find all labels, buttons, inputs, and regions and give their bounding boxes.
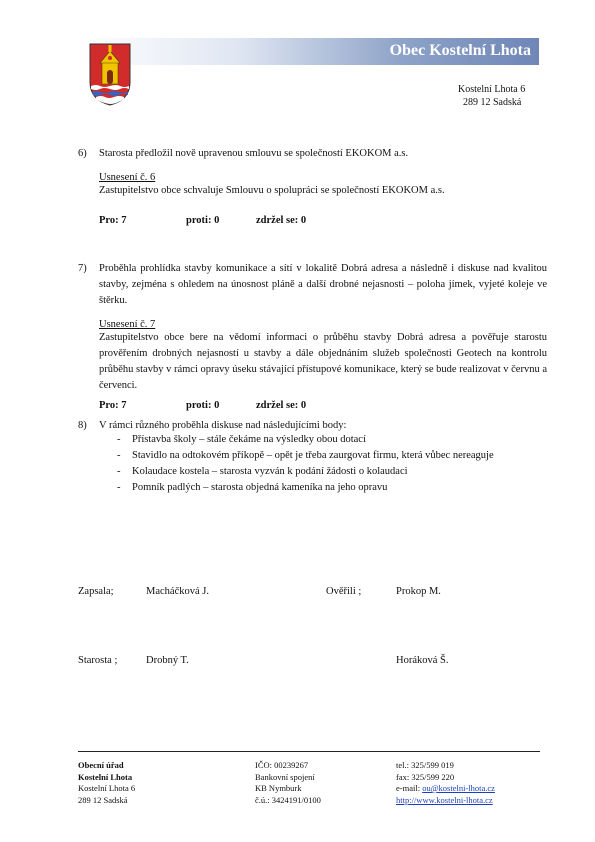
footer-contact-block xyxy=(396,760,495,806)
item-7-resolution-text: Zastupitelstvo obce bere na vědomí informaci o průběhu stavby Dobrá adresa a pověřuje starostu prověřením drobných nejasností u stavby a dále objednáním služeb společnosti Geotech na kontrolu průběhu stavby v rámci opravy úseku stávající přístupové komunikace, který se bude realizovat v červnu a červenci. xyxy=(99,332,547,391)
item-7-vote-pro: Pro: 7 xyxy=(99,400,127,411)
overili-label: Ověřili ; xyxy=(326,586,362,597)
footer-web-row xyxy=(396,795,495,807)
list-item-text: Přístavba školy – stále čekáme na výsledky obou dotací xyxy=(132,434,366,445)
footer-office-block xyxy=(78,760,135,806)
item-7-vote-zdrzel: zdržel se: 0 xyxy=(256,400,307,411)
footer-fax: fax: 325/599 220 xyxy=(396,771,455,782)
footer-web-link[interactable]: http://www.kostelni-lhota.cz xyxy=(396,794,493,805)
footer-bank-label: Bankovní spojení xyxy=(255,771,315,782)
item-6-vote-zdrzel: zdržel se: 0 xyxy=(256,215,307,226)
footer-ico: IČO: 00239267 xyxy=(255,760,309,770)
footer-bank-name: KB Nymburk xyxy=(255,783,302,793)
footer-bank-block xyxy=(255,760,321,806)
item-6-resolution-text: Zastupitelstvo obce schvaluje Smlouvu o spolupráci se společností EKOKOM a.s. xyxy=(99,185,445,196)
list-item-text: Pomník padlých – starosta objedná kameníka na jeho opravu xyxy=(132,482,388,493)
item-6-vote-pro: Pro: 7 xyxy=(99,215,127,226)
item-6-text: Starosta předložil nově upravenou smlouvu se společností EKOKOM a.s. xyxy=(99,148,409,159)
starosta-name: Drobný T. xyxy=(146,655,189,666)
item-6-vote-proti: proti: 0 xyxy=(186,215,220,226)
header-banner xyxy=(78,38,539,65)
footer-divider xyxy=(78,751,540,752)
item-7-text: Proběhla prohlídka stavby komunikace a sítí v lokalitě Dobrá adresa a následně i diskuse nad kvalitou stavby, zejména s ohledem na únosnost pláně a další drobné nejasnosti – poloha jímek, vyjeté koleje ve štěrku. xyxy=(99,263,547,306)
header-address-street: Kostelní Lhota 6 xyxy=(458,84,526,95)
overili-name-1: Prokop M. xyxy=(396,586,441,597)
overili-name-2: Horáková Š. xyxy=(396,655,449,666)
coat-of-arms-logo xyxy=(88,42,132,106)
item-8-number: 8) xyxy=(78,420,87,431)
footer-email-label: e-mail: xyxy=(396,783,421,793)
list-item: - Stavidlo na odtokovém příkopě – opět je třeba zaurgovat firmu, která vůbec nereaguje xyxy=(117,450,494,461)
footer-tel: tel.: 325/599 019 xyxy=(396,760,454,770)
zapsala-name: Macháčková J. xyxy=(146,586,209,597)
footer-email-row xyxy=(396,783,495,795)
municipality-title: Obec Kostelní Lhota xyxy=(389,42,531,59)
starosta-label: Starosta ; xyxy=(78,655,118,666)
footer-office-city: 289 12 Sadská xyxy=(78,794,128,805)
item-7-number: 7) xyxy=(78,263,87,274)
footer-account: č.ú.: 3424191/0100 xyxy=(255,794,321,805)
list-item: - Kolaudace kostela – starosta vyzván k podání žádosti o kolaudaci xyxy=(117,466,408,477)
footer-office-village: Kostelní Lhota xyxy=(78,771,133,782)
item-6-number: 6) xyxy=(78,148,87,159)
list-item-text: Stavidlo na odtokovém příkopě – opět je třeba zaurgovat firmu, která vůbec nereaguje xyxy=(132,450,494,461)
list-item-text: Kolaudace kostela – starosta vyzván k podání žádosti o kolaudaci xyxy=(132,466,408,477)
footer-office-name: Obecní úřad xyxy=(78,760,124,770)
item-8-text: V rámci různého proběhla diskuse nad následujícími body: xyxy=(99,420,347,431)
list-item: - Pomník padlých – starosta objedná kameníka na jeho opravu xyxy=(117,482,388,493)
footer-email-link[interactable]: ou@kostelni-lhota.cz xyxy=(422,783,495,793)
list-item: - Přístavba školy – stále čekáme na výsledky obou dotací xyxy=(117,434,366,445)
item-7-resolution-label: Usnesení č. 7 xyxy=(99,319,156,330)
item-6-resolution-label: Usnesení č. 6 xyxy=(99,172,156,183)
footer-office-street: Kostelní Lhota 6 xyxy=(78,783,136,793)
item-8-bullet-list xyxy=(117,432,557,496)
item-7-vote-proti: proti: 0 xyxy=(186,400,220,411)
zapsala-label: Zapsala; xyxy=(78,586,114,597)
header-address-city: 289 12 Sadská xyxy=(463,97,522,108)
